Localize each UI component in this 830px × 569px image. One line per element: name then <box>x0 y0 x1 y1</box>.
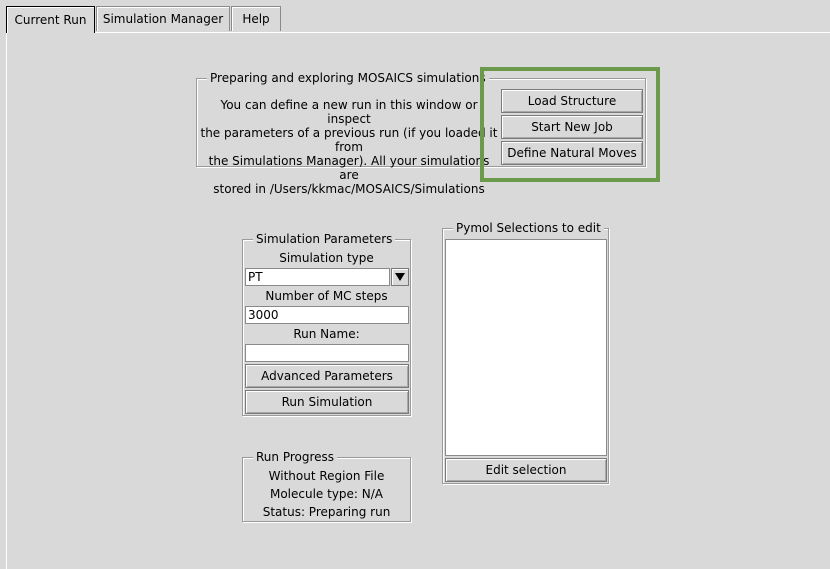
advanced-parameters-label: Advanced Parameters <box>261 369 393 383</box>
run-name-field[interactable] <box>245 344 409 362</box>
tab-label: Current Run <box>14 13 87 27</box>
start-new-job-button[interactable] <box>501 115 643 139</box>
simulation-type-select[interactable]: PT <box>245 268 390 286</box>
molecule-type-text: Molecule type: N/A <box>269 487 384 501</box>
tab-current-run[interactable] <box>6 6 95 33</box>
chevron-down-icon[interactable] <box>391 268 409 286</box>
edit-selection-button[interactable] <box>445 458 607 482</box>
start-new-job-label: Start New Job <box>531 120 613 134</box>
mc-steps-field[interactable]: 3000 <box>245 306 409 324</box>
run-name-label: Run Name: <box>293 327 360 341</box>
define-natural-moves-label: Define Natural Moves <box>507 146 637 160</box>
run-progress-title: Run Progress <box>253 450 337 464</box>
tab-label: Simulation Manager <box>102 12 224 26</box>
tab-simulation-manager[interactable] <box>96 6 230 31</box>
pane-border <box>6 32 7 569</box>
load-structure-label: Load Structure <box>527 94 617 108</box>
intro-title: Preparing and exploring MOSAICS simulations <box>207 71 489 85</box>
load-structure-button[interactable] <box>501 89 643 113</box>
simulation-parameters-title: Simulation Parameters <box>253 232 395 246</box>
mc-steps-label: Number of MC steps <box>265 289 388 303</box>
run-simulation-label: Run Simulation <box>281 395 373 409</box>
pymol-selections-title: Pymol Selections to edit <box>453 221 604 235</box>
pymol-selections-list[interactable] <box>445 239 607 456</box>
advanced-parameters-button[interactable] <box>245 364 409 388</box>
define-natural-moves-button[interactable] <box>501 141 643 165</box>
status-text: Status: Preparing run <box>262 505 391 519</box>
tab-label: Help <box>242 12 270 26</box>
edit-selection-label: Edit selection <box>485 463 567 477</box>
tab-divider <box>6 32 830 33</box>
tab-help[interactable] <box>231 6 281 31</box>
region-file-text: Without Region File <box>268 469 385 483</box>
run-simulation-button[interactable] <box>245 390 409 414</box>
intro-description: You can define a new run in this window or inspect the parameters of a previous run (if you loaded it from the Simulations Manager). All your simulations are stored in /Users/kkmac/MOSAICS/Simulations <box>200 98 498 196</box>
simulation-type-label: Simulation type <box>279 251 374 265</box>
